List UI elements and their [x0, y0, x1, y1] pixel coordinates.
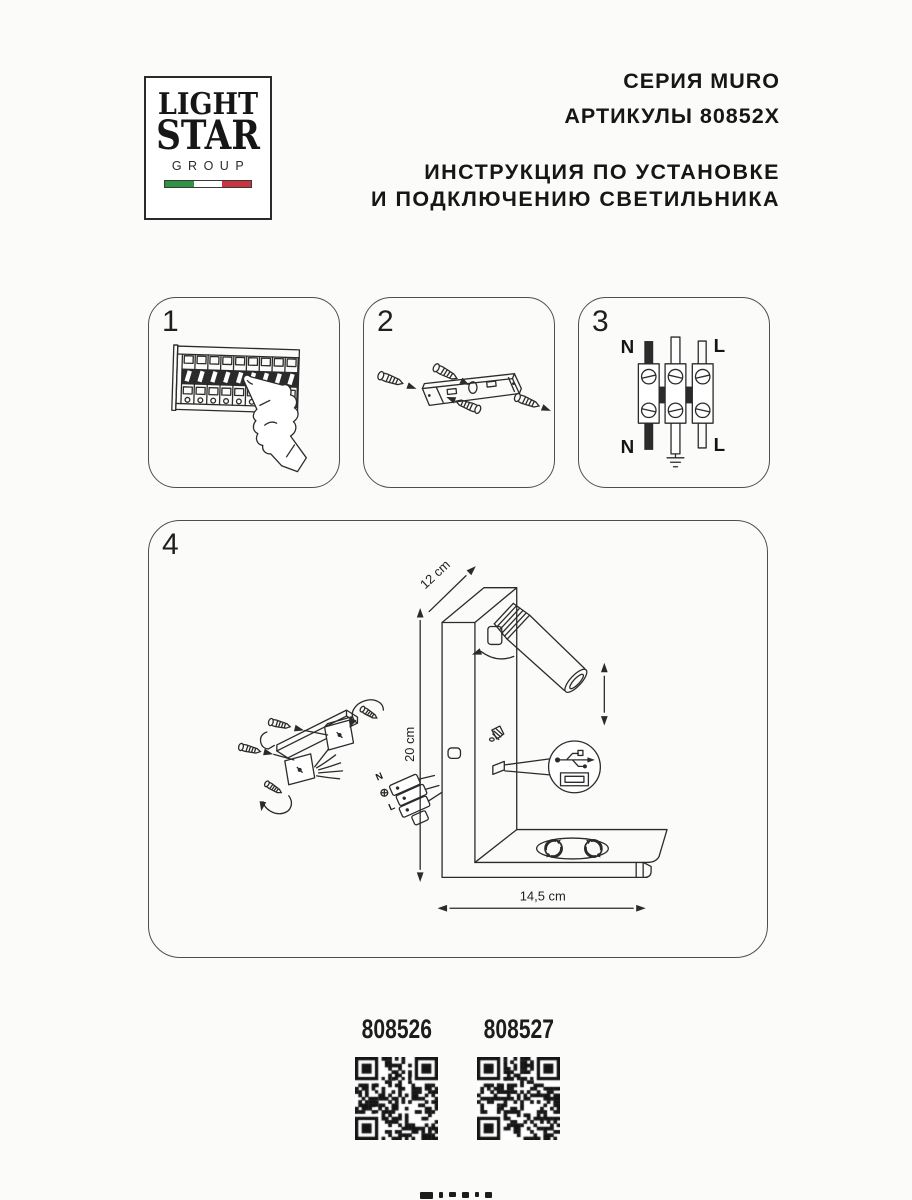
mounting-bracket — [422, 374, 521, 406]
wire-label-l-bottom: L — [713, 433, 726, 455]
wire-label-n-bottom: N — [620, 435, 635, 457]
usb-detail-magnifier — [505, 741, 601, 793]
lamp-panel — [442, 588, 517, 878]
qr-code-808527 — [477, 1057, 560, 1140]
step-2-number: 2 — [377, 305, 394, 338]
product-808527 — [474, 1014, 562, 1140]
lamp-assembly-illustration — [149, 521, 767, 957]
step-4-box — [148, 520, 768, 958]
instruction-title-line1: ИНСТРУКЦИЯ ПО УСТАНОВКЕ — [424, 160, 780, 184]
breaker-panel-illustration — [149, 298, 339, 487]
step-2-box — [363, 297, 555, 488]
logo-word-group: GROUP — [171, 159, 251, 173]
articles-title: АРТИКУЛЫ 80852X — [564, 104, 780, 128]
panel-controls — [448, 726, 504, 774]
step-1-number: 1 — [162, 305, 179, 338]
dimension-14-5cm — [437, 888, 645, 911]
wire-connector — [374, 767, 450, 828]
dimension-12cm — [417, 557, 478, 612]
product-808526 — [352, 1014, 440, 1140]
step-3-number: 3 — [592, 305, 609, 338]
product-code: 808527 — [483, 1014, 554, 1044]
bracket-mounting-illustration — [364, 298, 554, 487]
header — [371, 70, 780, 213]
lightstar-logo — [144, 76, 272, 220]
product-code: 808526 — [361, 1014, 432, 1044]
svg-text:20 cm: 20 cm — [402, 726, 418, 762]
lamp-shelf — [442, 830, 667, 878]
connector-label-n: N — [374, 770, 385, 784]
italian-flag-stripe — [164, 180, 252, 188]
wiring-terminal-illustration — [579, 298, 769, 487]
connector-label-l: L — [387, 801, 397, 814]
instruction-title-line2: И ПОДКЛЮЧЕНИЮ СВЕТИЛЬНИКА — [371, 187, 780, 211]
wire-label-n-top: N — [620, 335, 635, 357]
step-3-box — [578, 297, 770, 488]
step-4-number: 4 — [162, 528, 179, 561]
svg-text:14,5 cm: 14,5 cm — [519, 888, 566, 904]
step-1-box — [148, 297, 340, 488]
exploded-bracket — [238, 700, 383, 814]
reading-lamp — [471, 602, 608, 726]
qr-code-808526 — [355, 1057, 438, 1140]
logo-word-light: LIGHT — [157, 87, 259, 122]
svg-text:12 cm: 12 cm — [416, 556, 453, 592]
dimension-20cm — [402, 608, 423, 882]
switch-slot — [448, 748, 460, 758]
wire-label-l-top: L — [713, 334, 726, 356]
usb-port — [493, 761, 504, 774]
logo-word-star: STAR — [156, 112, 260, 159]
series-title: СЕРИЯ MURO — [623, 69, 780, 93]
cutoff-text-fragment — [420, 1192, 492, 1200]
